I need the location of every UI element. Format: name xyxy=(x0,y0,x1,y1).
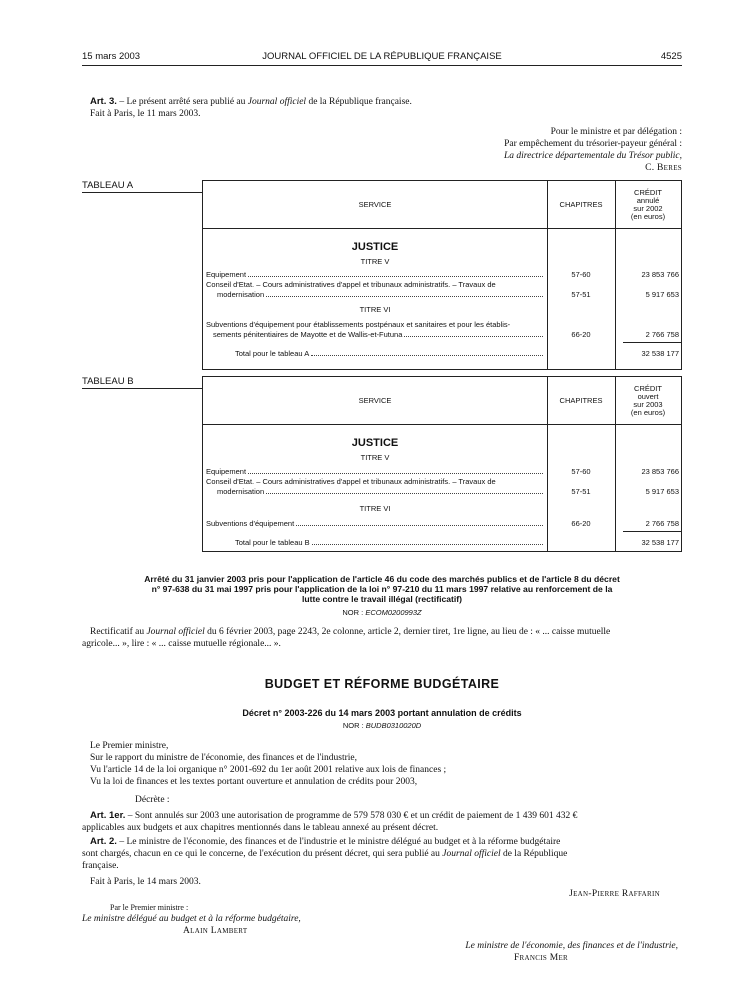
arrete-title: Arrêté du 31 janvier 2003 pris pour l'application de l'article 46 du code des marchés publics et de l'article 8 du décret n° 97-638 du 31 mai 1997 pris pour l'application de la loi n° 97-210 du 11 mars 1997 relative au renforcement de la lutte contre le travail illégal (rectificatif) xyxy=(144,574,620,604)
decret-nor: NOR : BUDB0310020D xyxy=(342,721,422,730)
ministre-economie: Le ministre de l'économie, des finances et de l'industrie, xyxy=(465,941,678,951)
total-row: Total pour le tableau A xyxy=(235,349,544,358)
tableau-a-label: TABLEAU A xyxy=(82,180,202,193)
col-chapitres: CHAPITRES xyxy=(559,396,603,405)
total-row: Total pour le tableau B xyxy=(235,538,544,547)
ministry-justice: JUSTICE xyxy=(351,241,399,253)
page-header xyxy=(82,51,682,65)
decret-title: Décret n° 2003-226 du 14 mars 2003 portant annulation de crédits xyxy=(242,708,522,718)
signer-lambert: Alain Lambert xyxy=(183,926,248,936)
article-2: Art. 2. – Le ministre de l'économie, des finances et de l'industrie et le ministre délégué au budget et à la réforme budgétaire sont chargés, chacun en ce qui le concerne, de l'exécution du présent décret, qui sera publié au Journal officiel de la République française. xyxy=(82,836,568,871)
table-row: Equipement xyxy=(206,270,544,279)
tableau-a: SERVICE CHAPITRES CRÉDIT annulé sur 2002 (en euros) JUSTICE TITRE V Equipement 57-60 23 853 766 Conseil d'Etat. – Cours administratives d'appel et tribunaux administratifs. – Travaux de modernisation 57-51 5 917 653 TITRE VI Subventions d'équipement pour établissements postpénaux et sanitaires et pour les établis- sements pénitentiaires de Mayotte et de Wallis-et-Futuna 66-20 2 766 758 Total pour le tableau A 32 538 177 xyxy=(202,180,682,370)
ministre-budget: Le ministre délégué au budget et à la réforme budgétaire, xyxy=(82,914,301,924)
signer-raffarin: Jean-Pierre Raffarin xyxy=(569,889,660,899)
col-service: SERVICE xyxy=(358,200,392,209)
titre-vi: TITRE VI xyxy=(359,305,391,314)
total-value: 32 538 177 xyxy=(641,349,679,358)
titre-v: TITRE V xyxy=(360,453,390,462)
section-title: BUDGET ET RÉFORME BUDGÉTAIRE xyxy=(264,677,500,691)
arrete-nor: NOR : ECOM0200993Z xyxy=(342,608,422,617)
header-rule xyxy=(82,65,682,66)
signature-block-1: Pour le ministre et par délégation : Par empêchement du trésorier-payeur général : La directrice départementale du Trésor public, C. Beres xyxy=(503,127,682,173)
table-row: Equipement xyxy=(206,467,544,476)
table-row: Subventions d'équipement pour établissements postpénaux et sanitaires et pour les établis- xyxy=(206,320,511,329)
decret-visas: Le Premier ministre, Sur le rapport du ministre de l'économie, des finances et de l'industrie, Vu l'article 14 de la loi organique n° 2001-692 du 1er août 2001 relative aux lois de finances ; Vu la loi de finances et les textes portant ouverture et annulation de crédits pour 2003, xyxy=(90,741,447,787)
header-date: 15 mars 2003 xyxy=(82,51,141,62)
signer-mer: Francis Mer xyxy=(513,953,568,963)
decrete: Décrète : xyxy=(135,795,170,805)
par-premier-ministre: Par le Premier ministre : xyxy=(110,903,189,912)
tableau-b: SERVICE CHAPITRES CRÉDIT ouvert sur 2003 (en euros) JUSTICE TITRE V Equipement 57-60 23 853 766 Conseil d'Etat. – Cours administratives d'appel et tribunaux administratifs. – Travaux de modernisation 57-51 5 917 653 TITRE VI Subventions d'équipement 66-20 2 766 758 Total pour le tableau B 32 538 177 xyxy=(202,376,682,552)
table-row: Subventions d'équipement xyxy=(206,519,544,528)
tableau-b-label: TABLEAU B xyxy=(82,376,202,389)
fait-a-paris-1: Fait à Paris, le 11 mars 2003. xyxy=(90,109,201,119)
total-value: 32 538 177 xyxy=(641,538,679,547)
rectificatif-text: Rectificatif au Journal officiel du 6 février 2003, page 2243, 2e colonne, article 2, dernier tiret, 1re ligne, au lieu de : « ... caisse mutuelle agricole... », lire : « ... caisse mutuelle régionale... ». xyxy=(82,627,611,649)
col-service: SERVICE xyxy=(358,396,392,405)
fait-a-paris-2: Fait à Paris, le 14 mars 2003. xyxy=(90,877,201,887)
ministry-justice: JUSTICE xyxy=(351,437,399,449)
col-credit: CRÉDIT ouvert sur 2003 (en euros) xyxy=(630,384,666,417)
page-number: 4525 xyxy=(660,51,682,62)
signer-name-1: C. Beres xyxy=(645,163,682,173)
table-row: Conseil d'Etat. – Cours administratives d'appel et tribunaux administratifs. – Travaux de xyxy=(206,477,496,486)
table-row: Conseil d'Etat. – Cours administratives d'appel et tribunaux administratifs. – Travaux de xyxy=(206,280,496,289)
col-credit: CRÉDIT annulé sur 2002 (en euros) xyxy=(630,188,666,221)
article-3: Art. 3. – Le présent arrêté sera publié au Journal officiel de la République française. xyxy=(90,96,412,107)
titre-vi: TITRE VI xyxy=(359,504,391,513)
col-chapitres: CHAPITRES xyxy=(559,200,603,209)
journal-officiel-ref: Journal officiel xyxy=(247,97,307,107)
article-1: Art. 1er. – Sont annulés sur 2003 une autorisation de programme de 579 578 030 € et un crédit de paiement de 1 439 601 432 € applicables aux budgets et aux chapitres mentionnés dans le tableau annexé au présent décret. xyxy=(82,810,578,833)
journal-title: JOURNAL OFFICIEL DE LA RÉPUBLIQUE FRANÇAISE xyxy=(262,51,502,62)
article-3-label: Art. 3. xyxy=(90,96,117,107)
titre-v: TITRE V xyxy=(360,257,390,266)
